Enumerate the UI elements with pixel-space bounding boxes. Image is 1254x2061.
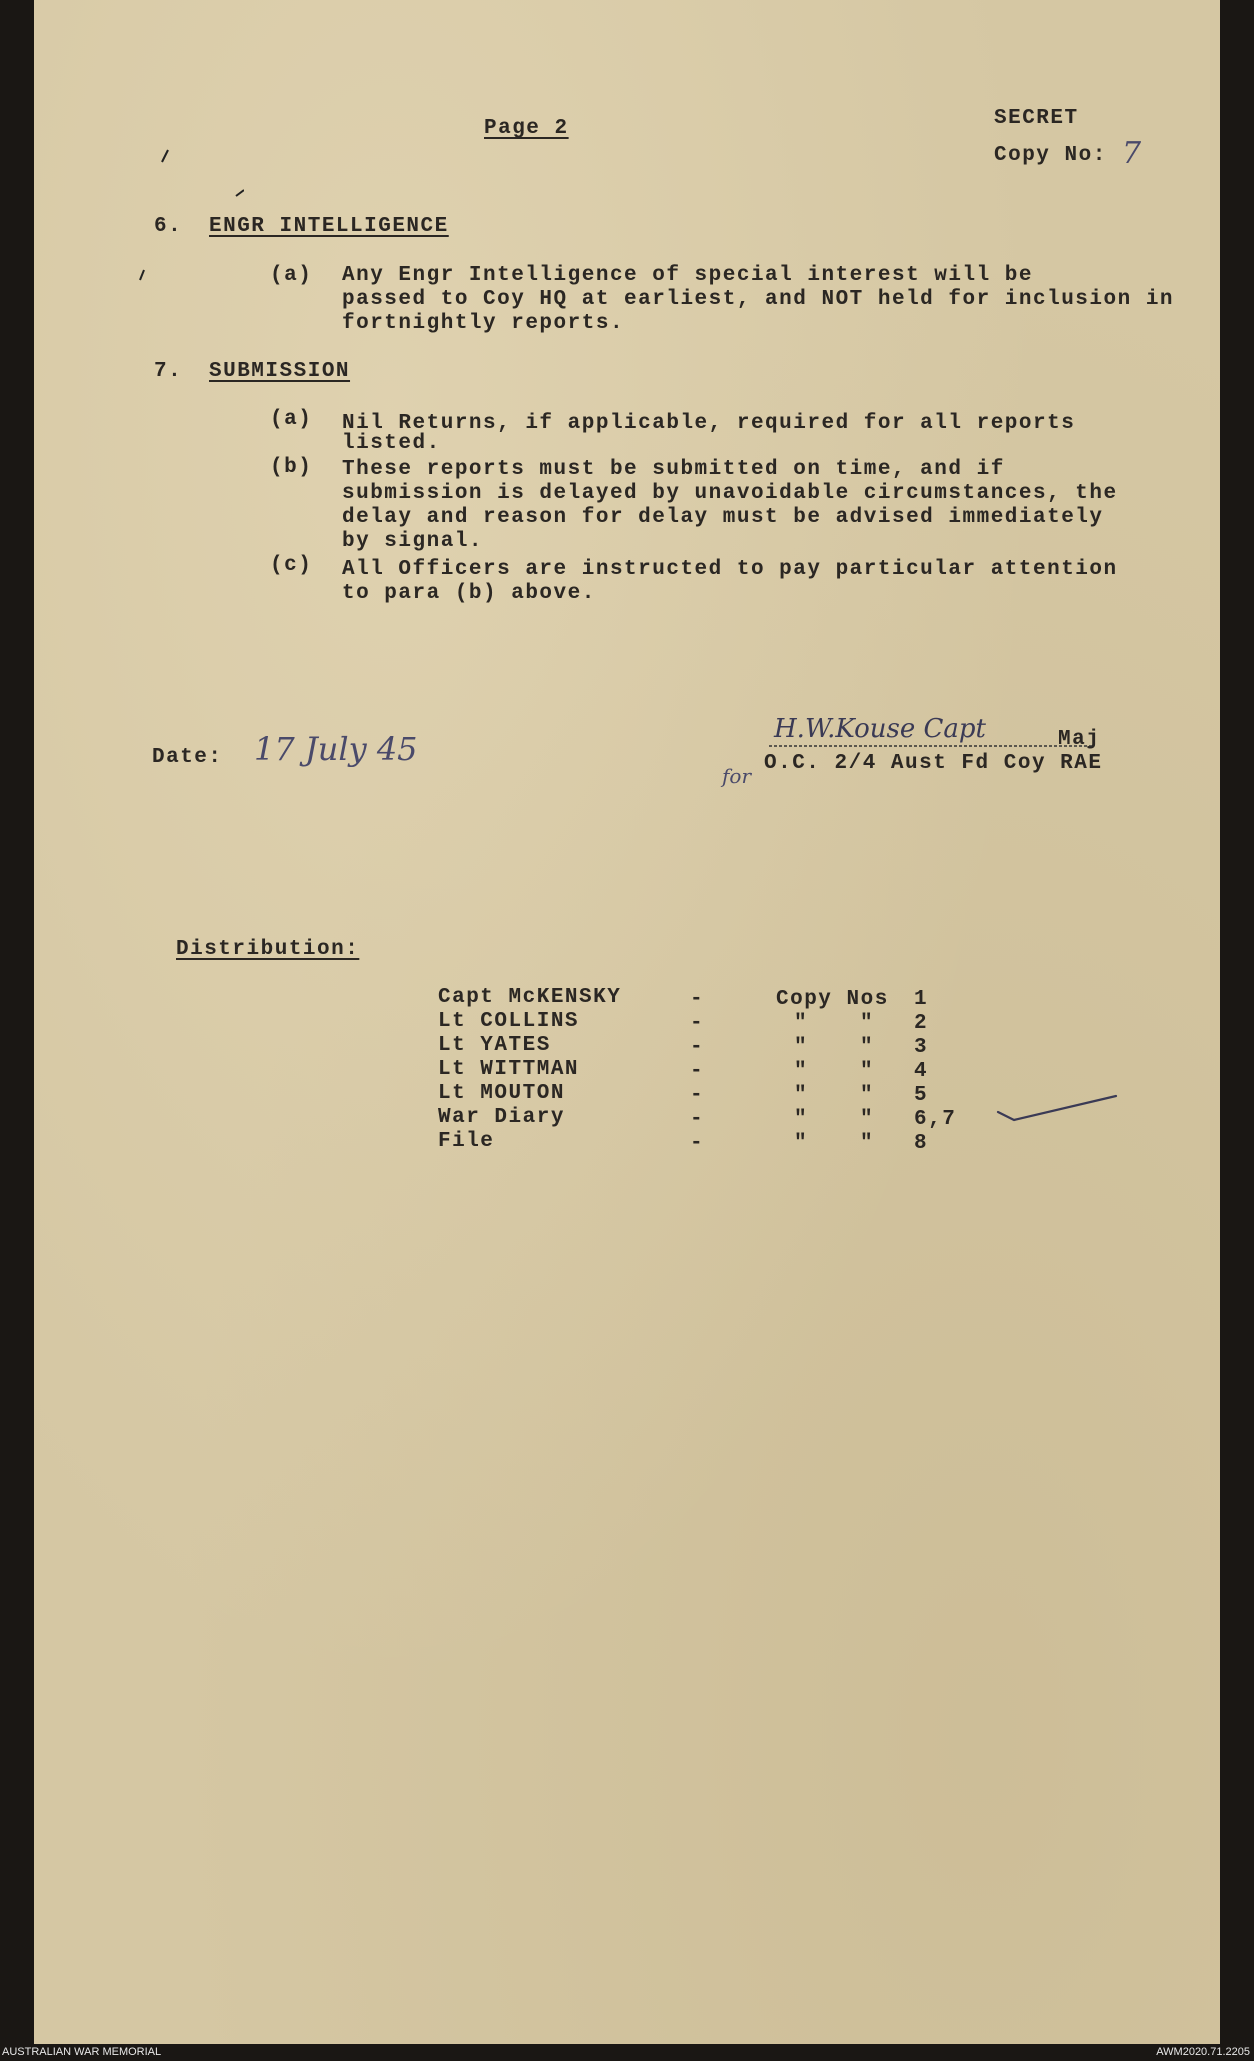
recipient-dash: - (690, 1012, 705, 1035)
section-6-number: 6. (154, 215, 183, 238)
section-6-item-a-line-1: Any Engr Intelligence of special interest will be (342, 264, 1034, 287)
copy-number: 6,7 (914, 1108, 957, 1131)
section-7-item-b-line-3: delay and reason for delay must be advised immediately (342, 506, 1104, 529)
document-page (34, 0, 1220, 2044)
copy-col-1: " (794, 1108, 809, 1131)
copy-col-1: " (794, 1084, 809, 1107)
copy-number: 1 (914, 988, 929, 1011)
section-6-heading: ENGR INTELLIGENCE (209, 215, 449, 238)
signature-title: O.C. 2/4 Aust Fd Coy RAE (764, 752, 1103, 775)
copy-col-1: " (794, 1012, 809, 1035)
copy-number: 3 (914, 1036, 929, 1059)
copy-col-2: " (860, 1060, 875, 1083)
copy-col-2: " (860, 1132, 875, 1155)
section-7-item-a-label: (a) (270, 408, 313, 431)
recipient-name: Lt WITTMAN (438, 1058, 580, 1081)
recipient-name: Lt YATES (438, 1034, 551, 1057)
copy-number: 8 (914, 1132, 929, 1155)
recipient-dash: - (690, 1060, 705, 1083)
section-7-item-b-line-1: These reports must be submitted on time, and if (342, 458, 1005, 481)
section-7-item-a-line-1: Nil Returns, if applicable, required for all reports (342, 412, 1076, 435)
copy-col-2: " (860, 1084, 875, 1107)
section-6-item-a-label: (a) (270, 264, 313, 287)
section-7-item-a-line-2: listed. (342, 432, 441, 455)
copy-col-2: " (860, 1012, 875, 1035)
distribution-heading: Distribution: (176, 938, 360, 961)
section-7-item-b-label: (b) (270, 456, 313, 479)
section-7-item-c-line-1: All Officers are instructed to pay particular attention (342, 558, 1118, 581)
copy-col-2: " (860, 1036, 875, 1059)
recipient-dash: - (690, 1084, 705, 1107)
recipient-dash: - (690, 988, 705, 1011)
section-7-item-c-label: (c) (270, 554, 313, 577)
section-6-item-a-line-2: passed to Coy HQ at earliest, and NOT held for inclusion in (342, 288, 1175, 311)
copy-col-1: " (794, 1036, 809, 1059)
section-7-item-b-line-2: submission is delayed by unavoidable circumstances, the (342, 482, 1118, 505)
copy-col-1: " (794, 1132, 809, 1155)
signature-rank-suffix: Maj (1058, 728, 1101, 751)
copy-label: Copy No: (994, 144, 1107, 167)
recipient-name: Lt MOUTON (438, 1082, 565, 1105)
copy-number: 2 (914, 1012, 929, 1035)
copy-col-1: " (794, 1060, 809, 1083)
date-label: Date: (152, 746, 223, 769)
section-7-heading: SUBMISSION (209, 360, 351, 383)
section-7-item-c-line-2: to para (b) above. (342, 582, 596, 605)
handwritten-date: 17 July 45 (254, 730, 418, 768)
recipient-name: File (438, 1130, 495, 1153)
signature-line (769, 742, 1099, 750)
copy-col-2: " (860, 1108, 875, 1131)
section-6-item-a-line-3: fortnightly reports. (342, 312, 625, 335)
recipient-name: Capt McKENSKY (438, 986, 622, 1009)
recipient-dash: - (690, 1108, 705, 1131)
for-mark: for (722, 764, 752, 788)
signature: H.W.Kouse Capt (774, 714, 986, 744)
recipient-dash: - (690, 1036, 705, 1059)
classification-label: SECRET (994, 107, 1079, 130)
copy-col-1: Copy Nos (776, 988, 889, 1011)
section-7-number: 7. (154, 360, 183, 383)
copy-number: 5 (914, 1084, 929, 1107)
archive-footer-left: AUSTRALIAN WAR MEMORIAL (2, 2046, 162, 2058)
section-7-item-b-line-4: by signal. (342, 530, 484, 553)
copy-number: 4 (914, 1060, 929, 1083)
recipient-dash: - (690, 1132, 705, 1155)
archive-footer-right: AWM2020.71.2205 (1156, 2046, 1250, 2058)
page-label: Page 2 (484, 117, 569, 140)
recipient-name: Lt COLLINS (438, 1010, 580, 1033)
copy-number: 7 (1122, 136, 1142, 171)
recipient-name: War Diary (438, 1106, 565, 1129)
checkmark-icon (994, 1090, 1124, 1130)
